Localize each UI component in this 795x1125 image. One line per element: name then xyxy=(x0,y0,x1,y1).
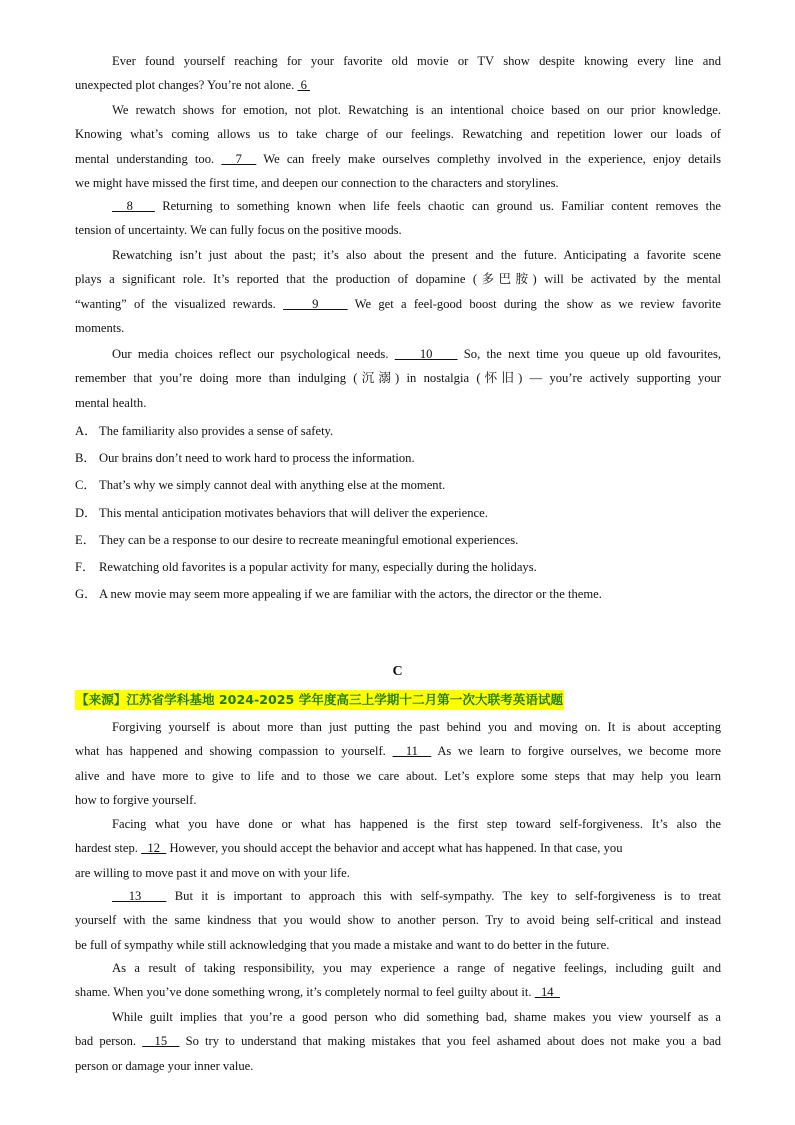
blank-13: 13 xyxy=(112,889,167,903)
paragraph-c1: Forgiving yourself is about more than just putting the past behind you and moving on. It is about accepting what has happened and showing compassion to yourself. 11 As we learn to forgive ourselves, we become more alive and have more to give to life and to those we care about. Let’s explore some steps that may help you learn how to forgive yourself. xyxy=(75,720,721,807)
source-label: 【来源】江苏省学科基地 2024-2025 学年度高三上学期十二月第一次大联考英语试题 xyxy=(75,690,564,710)
paragraph-b4: Rewatching isn’t just about the past; it’s also about the present and the future. Anticipating a favorite scene plays a significant role. It’s reported that the production of dopamine (多巴胺) will be activated by the mental “wanting” of the visualized rewards. 9 We get a feel-good boost during the show as we review favorite moments. xyxy=(75,248,722,335)
blank-12: 12 xyxy=(141,841,167,856)
paragraph-b2: We rewatch shows for emotion, not plot. Rewatching is an intentional choice based on our prior knowledge. Knowing what’s coming allows us to take charge of our feelings. Rewatching and repetition lower our loads of mental understanding too. 7 We can freely make ourselves complethy involved in the experience, enjoy details we might have missed the first time, and deepen our connection to the characters and storylines. xyxy=(75,103,721,190)
blank-10: 10 xyxy=(394,347,458,361)
paragraph-b3: 8 Returning to something known when life feels chaotic can ground us. Familiar content removes the tension of uncertainty. We can fully focus on the positive moods. xyxy=(75,199,721,238)
paragraph-c5: While guilt implies that you’re a good person who did something bad, shame makes you view yourself as a bad person. 15 So try to understand that making mistakes that you feel ashamed about does not make you a bad person or damage your inner value. xyxy=(75,1010,722,1073)
option-g: G． A new movie may seem more appealing if we are familiar with the actors, the director or the theme. xyxy=(75,587,602,601)
paragraph-b5: Our media choices reflect our psychological needs. 10 So, the next time you queue up old favourites, remember that you’re doing more than indulging (沉溺) in nostalgia (怀旧) — you’re actively supporting your mental health. xyxy=(75,347,721,410)
option-e: E． They can be a response to our desire to recreate meaningful emotional experiences. xyxy=(75,533,519,547)
blank-7: 7 xyxy=(221,151,257,166)
option-d: D． This mental anticipation motivates behaviors that will deliver the experience. xyxy=(75,506,488,520)
blank-9: 9 xyxy=(283,296,348,311)
blank-14: 14 xyxy=(534,985,560,1000)
blank-15: 15 xyxy=(142,1034,180,1049)
blank-6: 6 xyxy=(297,78,311,93)
option-a: A． The familiarity also provides a sense of safety. xyxy=(75,424,334,438)
paragraph-b1: Ever found yourself reaching for your favorite old movie or TV show despite knowing every line and unexpected plot changes? You’re not alone. 6 xyxy=(75,54,721,93)
option-f: F． Rewatching old favorites is a popular activity for many, especially during the holidays. xyxy=(75,560,537,574)
blank-11: 11 xyxy=(392,744,432,759)
option-c: C． That’s why we simply cannot deal with anything else at the moment. xyxy=(75,478,446,492)
blank-8: 8 xyxy=(112,199,155,213)
option-b: B． Our brains don’t need to work hard to process the information. xyxy=(75,451,415,465)
paragraph-c3: 13 But it is important to approach this with self-sympathy. The key to self-forgiveness is to treat yourself with the same kindness that you would show to another person. Try to avoid being self-critical and instead be full of sympathy while still acknowledging that you made a mistake and want to do better in the future. xyxy=(75,889,721,952)
section-letter: C xyxy=(392,664,403,679)
paragraph-c4: As a result of taking responsibility, you may experience a range of negative feelings, including guilt and shame. When you’ve done something wrong, it’s completely normal to feel guilty about it. 14 xyxy=(75,961,721,1000)
paragraph-c2: Facing what you have done or what has happened is the first step toward self-forgiveness. It’s also the hardest step. 12 However, you should accept the behavior and accept what has happened. In that case, you are willing to move past it and move on with your life. xyxy=(75,817,721,880)
